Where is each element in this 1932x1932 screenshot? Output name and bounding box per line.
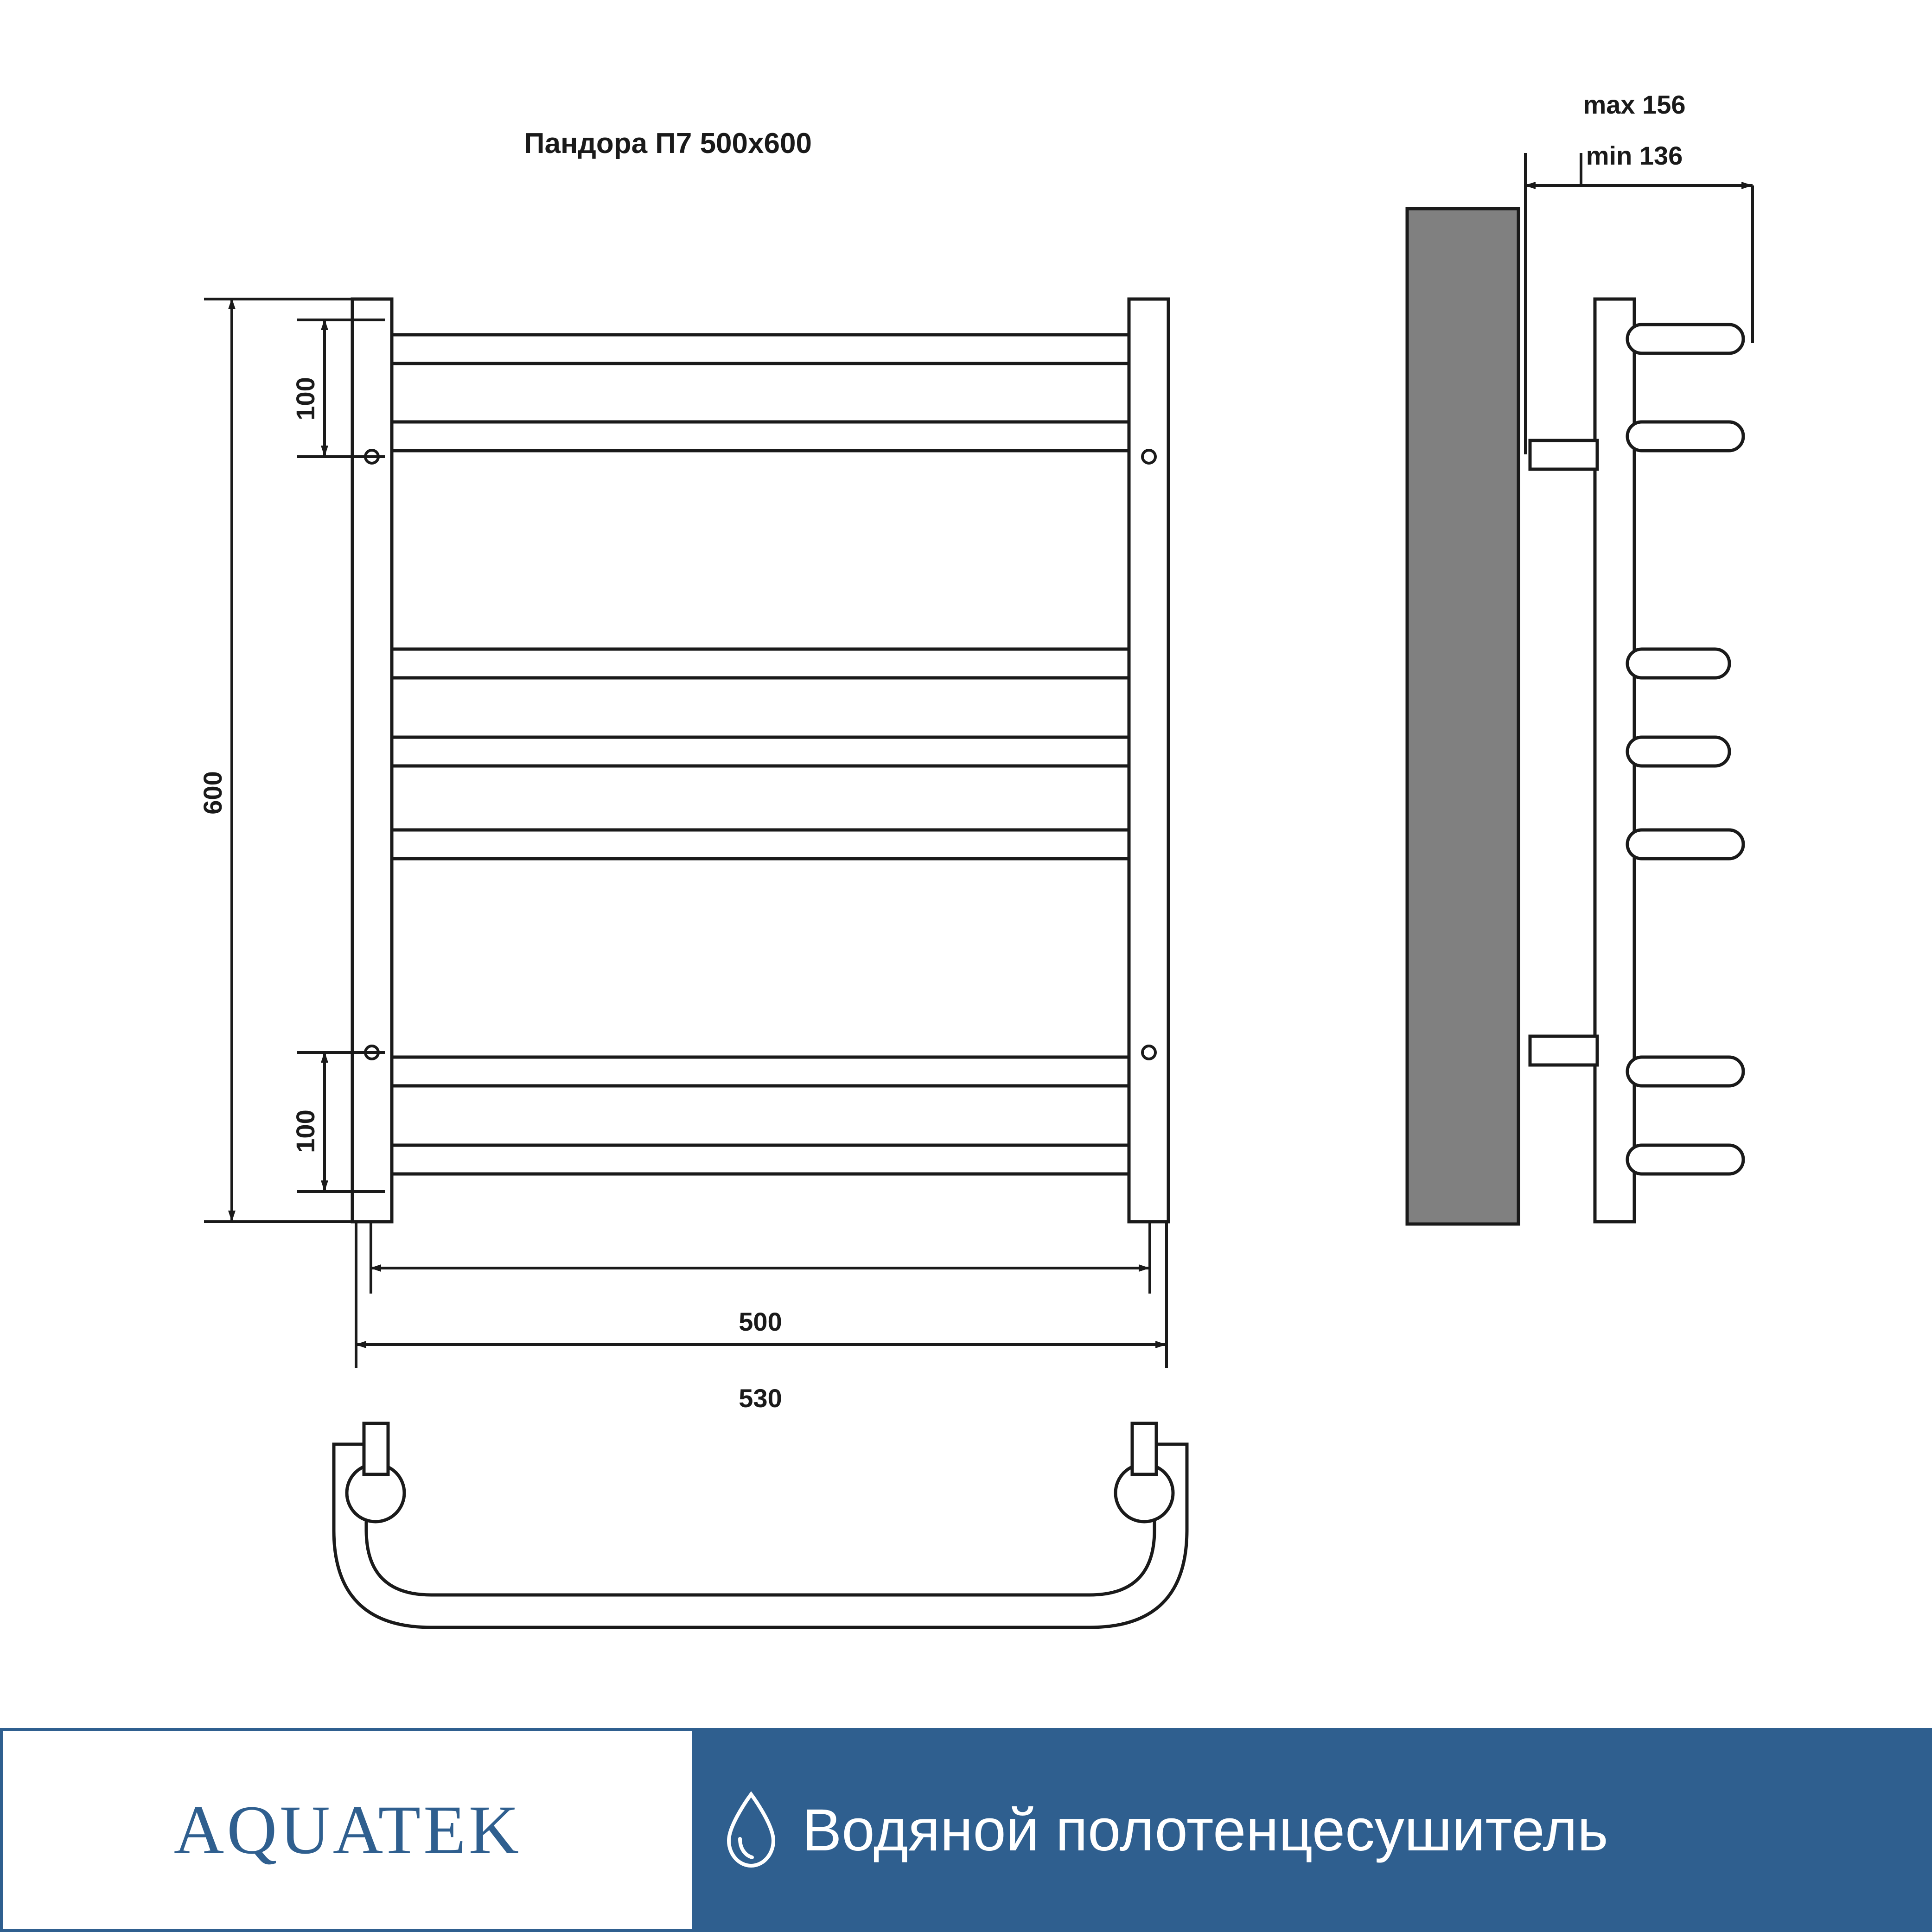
caption-panel — [695, 1728, 1932, 1932]
brand-panel — [0, 1728, 695, 1932]
joint-right-top — [1142, 450, 1155, 463]
footer-caption: Водяной полотенцесушитель — [802, 1797, 1608, 1863]
right-post — [1129, 299, 1168, 1222]
front-view — [352, 299, 1168, 1222]
bar-3 — [366, 649, 1154, 678]
front-bars — [366, 335, 1154, 1174]
wall-bracket-top — [1530, 440, 1597, 469]
bar-2 — [366, 422, 1154, 451]
bar-1 — [366, 335, 1154, 363]
label-width-500: 500 — [739, 1307, 782, 1336]
label-depth-min: min 136 — [1586, 141, 1683, 170]
side-view — [1407, 90, 1753, 1224]
right-fitting-stem — [1132, 1423, 1156, 1474]
wall-section — [1407, 209, 1518, 1224]
left-fitting-stem — [364, 1423, 388, 1474]
label-depth-max: max 156 — [1583, 90, 1686, 119]
bar-4 — [366, 737, 1154, 766]
drawing-title: Пандора П7 500x600 — [524, 128, 812, 159]
u-bend-tube — [334, 1444, 1187, 1627]
side-bar-2 — [1627, 422, 1743, 451]
bottom-bend-view — [334, 1423, 1187, 1627]
bar-7 — [366, 1145, 1154, 1174]
side-bar-1 — [1627, 325, 1743, 353]
depth-dimension-lines — [1525, 153, 1753, 454]
label-width-530: 530 — [739, 1384, 782, 1413]
wall-bracket-bottom — [1530, 1036, 1597, 1065]
joint-right-bottom — [1142, 1046, 1155, 1059]
side-bar-4 — [1627, 737, 1729, 766]
side-bar-5 — [1627, 830, 1743, 859]
side-bar-7 — [1627, 1145, 1743, 1174]
left-post — [352, 299, 392, 1222]
label-spacing-bottom-100: 100 — [291, 1109, 320, 1153]
side-bar-6 — [1627, 1057, 1743, 1086]
side-bar-3 — [1627, 649, 1729, 678]
bar-6 — [366, 1057, 1154, 1086]
side-bars — [1627, 325, 1743, 1174]
label-spacing-top-100: 100 — [291, 377, 320, 421]
bar-5 — [366, 830, 1154, 859]
label-height-600: 600 — [198, 771, 227, 815]
brand-name: AQUATEK — [173, 1792, 522, 1868]
water-drop-icon — [723, 1791, 779, 1869]
footer-banner — [0, 1728, 1932, 1932]
